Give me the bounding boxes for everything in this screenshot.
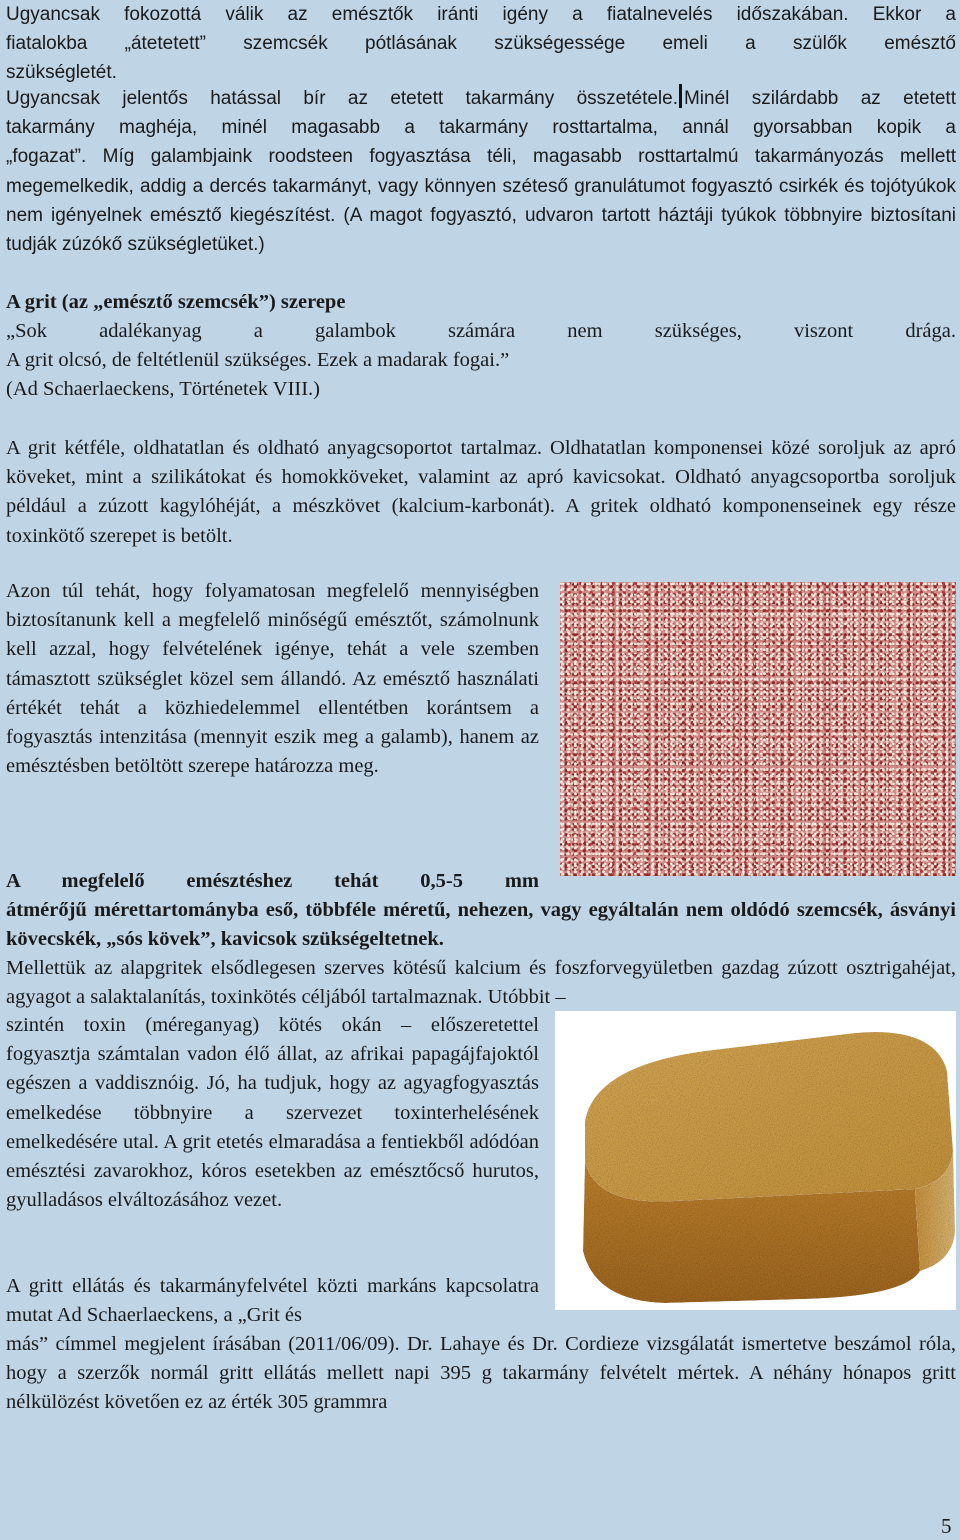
clay-brick-photo — [555, 1011, 956, 1310]
paragraph-study-start: A gritt ellátás és takarmányfelvétel közti markáns kapcsolatra mutat Ad Schaerlaeckens, a „Grit és — [6, 1275, 539, 1327]
paragraph-line: szükségletét. — [6, 62, 117, 84]
paragraph-clay: szintén toxin (méreganyag) kötés okán – előszeretettel fogyasztja számtalan vadon élő állat, az afrikai papagájfajoktól egészen a vaddisznóig. Jó, ha tudjuk, hogy az agyagfogyasztás emelkedése többnyire a szervezet toxinterhelésének emelkedésére utal. A grit etetés elmaradása a fentiekből adódóan emésztési zavarokhoz, kóros esetekben az emésztőcső hurutos, gyulladásos elváltozásához vezet. — [6, 1014, 539, 1212]
quote-line: „Sok adalékanyag a galambok számára nem szükséges, viszont drága. — [6, 320, 956, 342]
paragraph-grit-size-line: A megfelelő emésztéshez tehát 0,5-5 mm — [6, 870, 539, 892]
paragraph-grit-size: átmérőjű mérettartományba eső, többféle méretű, nehezen, vagy egyáltalán nem oldódó szemcsék, ásványi kövecskék, „sós kövek”, kavicsok szükségeltetnek. — [6, 899, 956, 951]
section-heading: A grit (az „emésztő szemcsék”) szerepe — [6, 291, 346, 313]
grit-gravel-photo — [560, 582, 956, 876]
paragraph-line — [6, 142, 956, 259]
sentence: Míg galambjaink roodsteen fogyasztása téli, magasabb rosttartalmú takarmányozás mellett megemelkedik, addig a dercés takarmányt, vagy könnyen széteső granulátumot fogyasztó csirkék és tojótyúkok nem igényelnek emésztő kiegészítést. (A magot fogyasztó, udvaron tartott háztáji tyúkok többnyire biztosítani tudják zúzókő szükségletüket.) — [6, 146, 956, 256]
paragraph-line — [6, 84, 956, 113]
text-cursor — [679, 84, 682, 108]
page-number: 5 — [941, 1514, 952, 1538]
paragraph-line: fiatalokba „átetetett” szemcsék pótlásának szükségessége emeli a szülők emésztő — [6, 33, 956, 55]
sentence: Minél szilárdabb az etetett — [683, 88, 956, 109]
paragraph-intro — [6, 0, 956, 88]
paragraph-base-grit: Mellettük az alapgritek elsődlegesen szerves kötésű kalcium és foszforvegyületben gazdag zúzott osztrigahéjat, agyagot a salaktalanítás, toxinkötés céljából tartalmaznak. Utóbbit – — [6, 957, 956, 1009]
quote-source: (Ad Schaerlaeckens, Történetek VIII.) — [6, 378, 321, 401]
sentence: Ugyancsak jelentős hatással bír az etetett takarmány összetétele. — [6, 88, 678, 109]
paragraph-feed-composition — [6, 84, 956, 259]
paragraph-grit-types: A grit kétféle, oldhatatlan és oldható anyagcsoportot tartalmaz. Oldhatatlan komponensei közé soroljuk az apró köveket, mint a szilikátokat és homokköveket, valamint az apró kavicsokat. Oldható anyagcsoportba soroljuk például a zúzott kagylóhéját, a mészkövet (kalcium-karbonát). A gritek oldható komponenseinek egy része toxinkötő szerepet is betölt. — [6, 437, 956, 547]
paragraph-line: Ugyancsak fokozottá válik az emésztők iránti igény a fiatalnevelés időszakában. Ekkor a — [6, 4, 956, 25]
sentence: „fogazat”. — [6, 146, 87, 168]
paragraph-line: takarmány maghéja, minél magasabb a takarmány rosttartalma, annál gyorsabban kopik a — [6, 117, 956, 139]
clay-brick-illustration — [555, 1011, 956, 1310]
quote-line: A grit olcsó, de feltétlenül szükséges. Ezek a madarak fogai.” — [6, 349, 510, 372]
paragraph-grit-need: Azon túl tehát, hogy folyamatosan megfelelő mennyiségben biztosítanunk kell a megfelelő minőségű emésztőt, számolnunk kell azzal, hogy felvételének igénye, tehát a vele szemben támasztott szükséglet közel sem állandó. Az emésztő használati értékét tehát a közhiedelemmel ellentétben korántsem a fogyasztás intenzitása (mennyit eszik meg a galamb), hanem az emésztésben betöltött szerepe határozza meg. — [6, 580, 539, 778]
paragraph-study: más” címmel megjelent írásában (2011/06/09). Dr. Lahaye és Dr. Cordieze vizsgálatát ismertetve beszámol róla, hogy a szerzők normál gritt ellátás mellett napi 395 g takarmány felvételt mértek. A néhány hónapos gritt nélkülözést követően ez az érték 305 grammra — [6, 1333, 956, 1414]
quote-block — [6, 317, 956, 405]
